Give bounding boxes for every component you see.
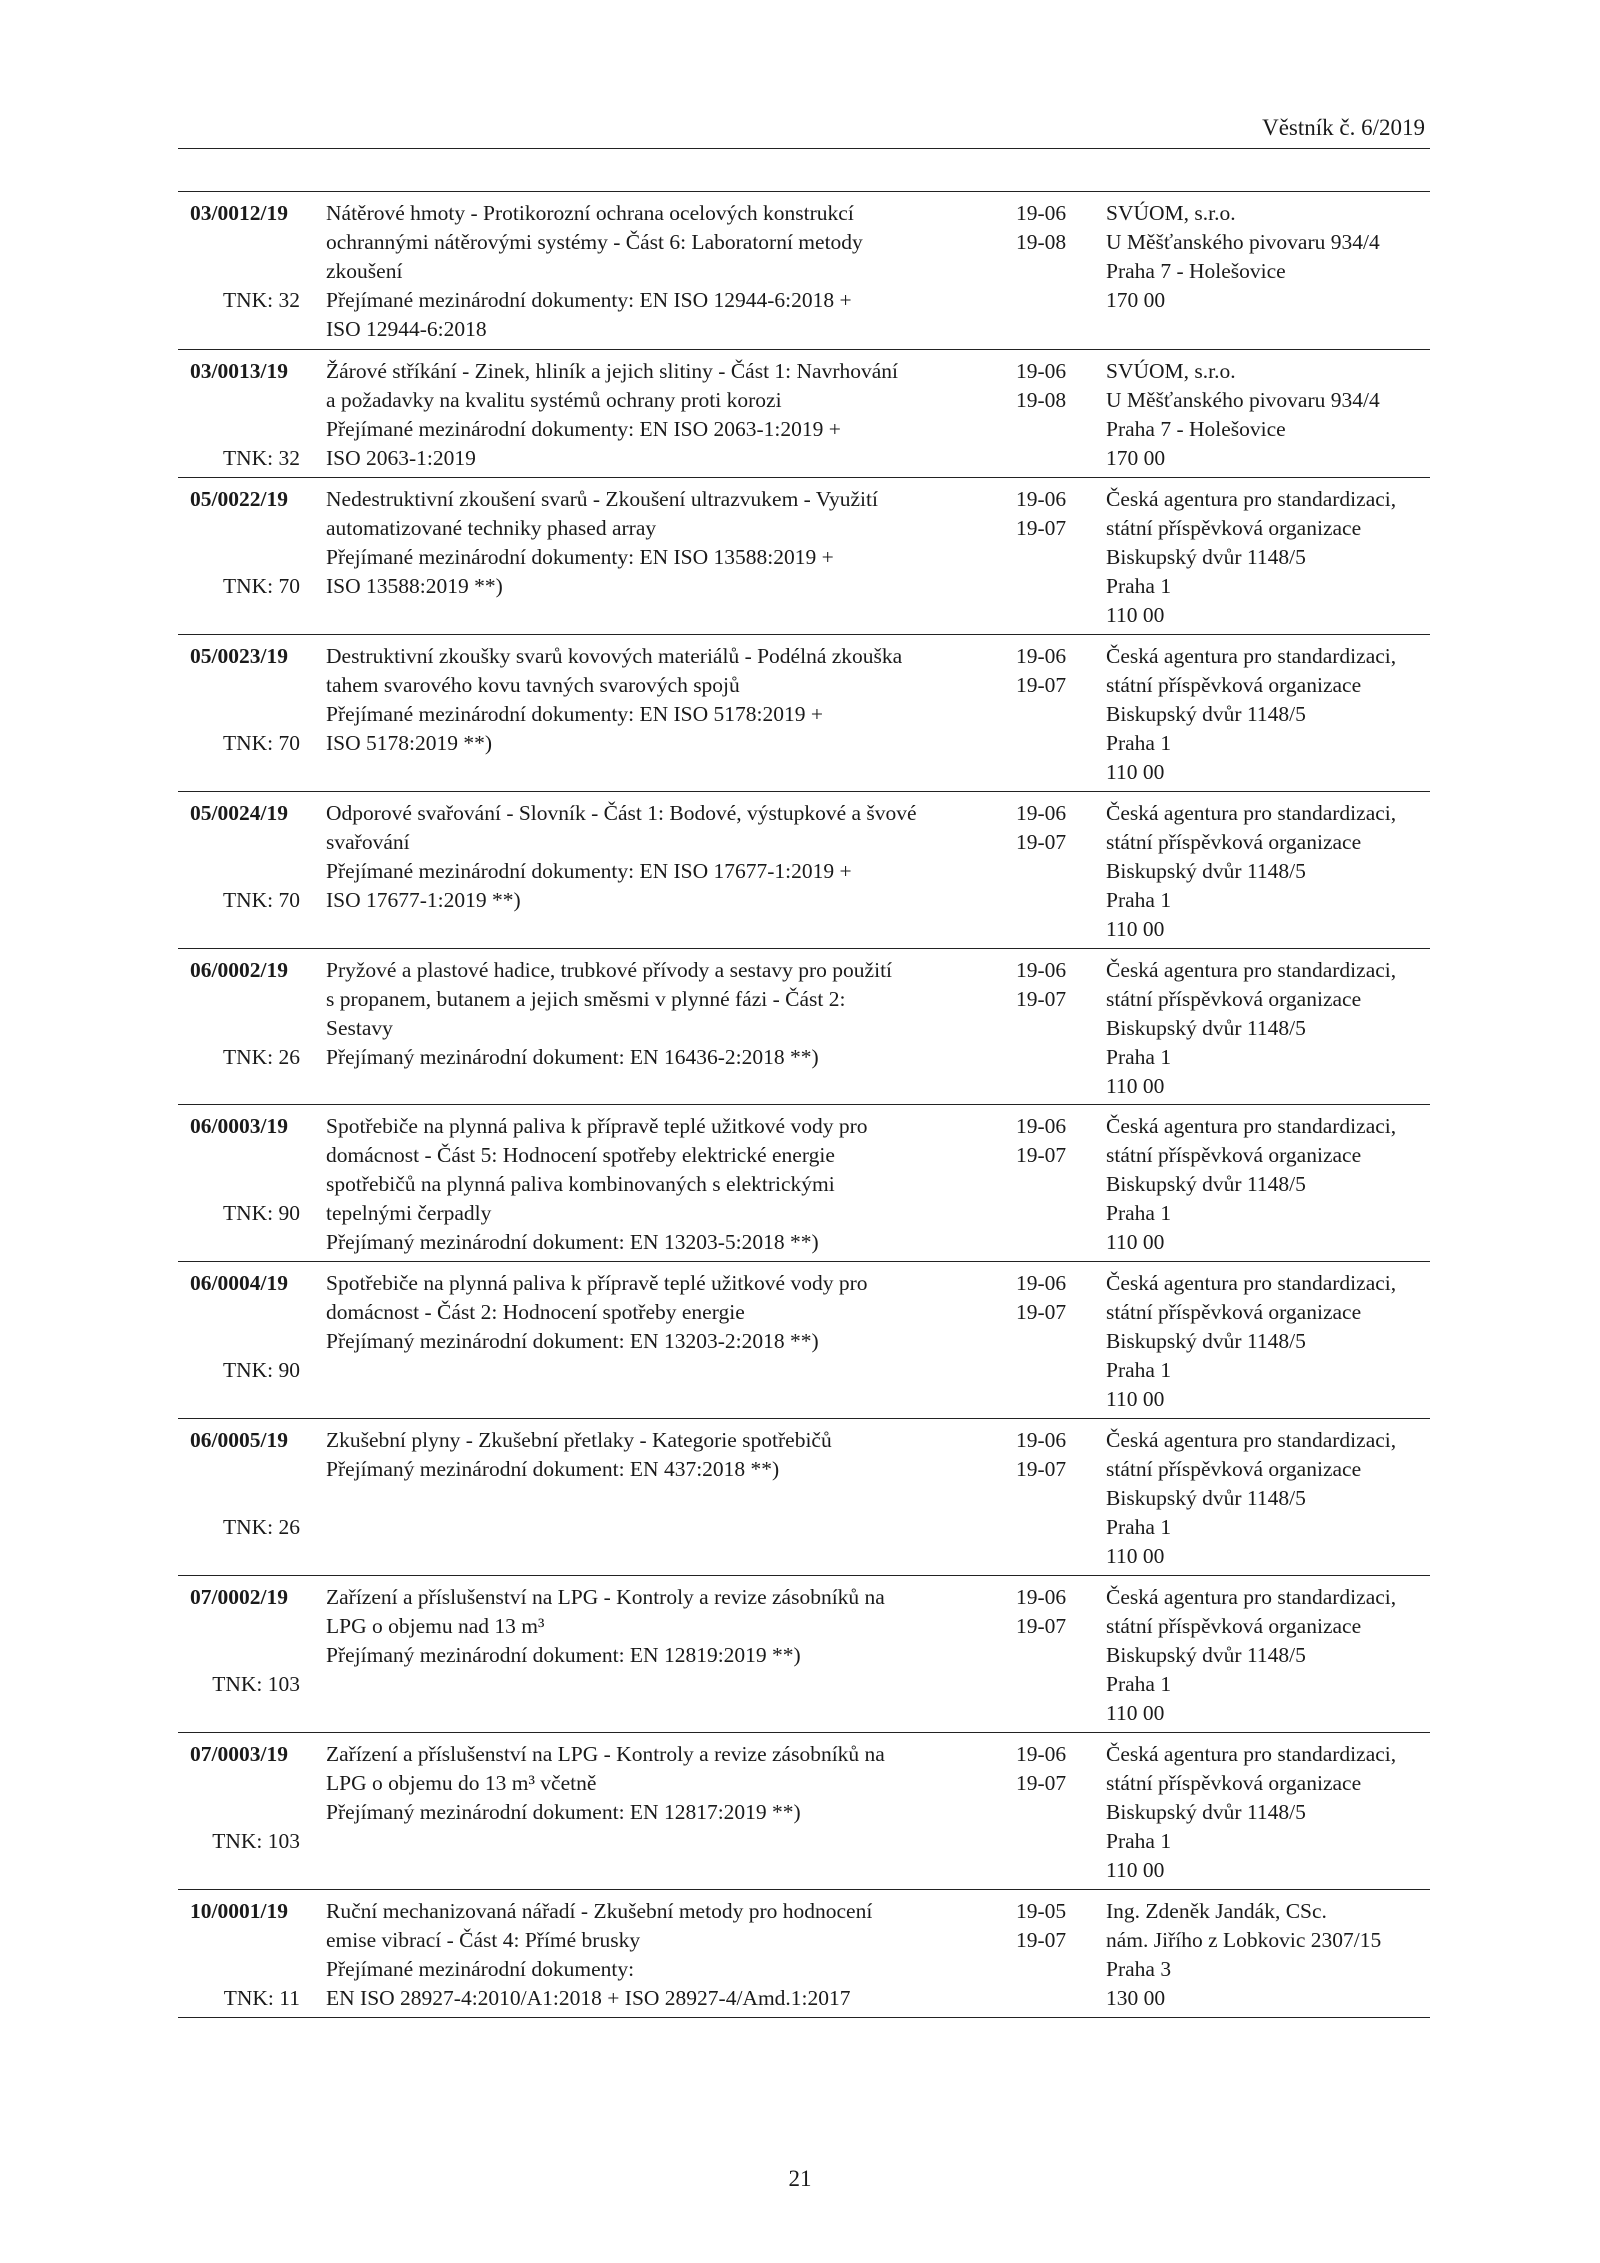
entry-tnk: TNK: 26 xyxy=(222,1515,300,1539)
entry-dates-line: 19-08 xyxy=(1016,230,1067,254)
entry-dates-line: 19-07 xyxy=(1016,673,1067,697)
entry-description-line: s propanem, butanem a jejich směsmi v plynné fázi - Část 2: xyxy=(326,987,846,1011)
entry-dates xyxy=(1016,1269,1066,1327)
entry-organization-line: Česká agentura pro standardizaci, xyxy=(1106,487,1397,511)
entry-description-line: Přejímané mezinárodní dokumenty: EN ISO 13588:2019 + xyxy=(326,545,834,569)
entry-dates xyxy=(1016,1426,1066,1484)
entry-description-line: Spotřebiče na plynná paliva k přípravě teplé užitkové vody pro xyxy=(326,1271,868,1295)
entry-organization-line: Česká agentura pro standardizaci, xyxy=(1106,801,1397,825)
entry-tnk: TNK: 70 xyxy=(222,574,300,598)
entry-description xyxy=(326,357,1006,473)
entry-tnk: TNK: 70 xyxy=(222,731,300,755)
entry-dates xyxy=(1016,485,1066,543)
entry-organization-line: Biskupský dvůr 1148/5 xyxy=(1106,545,1306,569)
entry-organization-line: 110 00 xyxy=(1106,1544,1165,1568)
entry-dates-line: 19-08 xyxy=(1016,388,1067,412)
entry-tnk: TNK: 90 xyxy=(222,1201,300,1225)
entry-description-line: Sestavy xyxy=(326,1016,393,1040)
entry-organization-line: 110 00 xyxy=(1106,917,1165,941)
entry-organization-line: Biskupský dvůr 1148/5 xyxy=(1106,1486,1306,1510)
standards-table xyxy=(178,191,1430,2018)
entry-dates-line: 19-07 xyxy=(1016,1771,1067,1795)
table-row xyxy=(178,1890,1430,2018)
entry-description xyxy=(326,799,1006,915)
entry-organization-line: SVÚOM, s.r.o. xyxy=(1106,201,1236,225)
table-row xyxy=(178,1733,1430,1890)
entry-organization-line: Praha 1 xyxy=(1106,574,1172,598)
entry-organization-line: Česká agentura pro standardizaci, xyxy=(1106,644,1397,668)
page-number: 21 xyxy=(788,2166,812,2191)
entry-number: 06/0005/19 xyxy=(190,1428,288,1452)
entry-number: 06/0004/19 xyxy=(190,1271,288,1295)
entry-organization xyxy=(1106,799,1396,944)
entry-organization-line: Biskupský dvůr 1148/5 xyxy=(1106,1329,1306,1353)
entry-dates-line: 19-07 xyxy=(1016,830,1067,854)
table-row xyxy=(178,949,1430,1105)
entry-organization-line: Praha 1 xyxy=(1106,1045,1172,1069)
entry-organization-line: Česká agentura pro standardizaci, xyxy=(1106,1742,1397,1766)
entry-description-line: Přejímané mezinárodní dokumenty: xyxy=(326,1957,635,1981)
entry-dates-line: 19-06 xyxy=(1016,801,1067,825)
entry-organization-line: U Měšťanského pivovaru 934/4 xyxy=(1106,230,1380,254)
entry-description-line: LPG o objemu nad 13 m³ xyxy=(326,1614,545,1638)
entry-dates-line: 19-06 xyxy=(1016,1114,1067,1138)
table-row xyxy=(178,792,1430,949)
entry-number: 05/0024/19 xyxy=(190,801,288,825)
entry-description xyxy=(326,1112,1006,1257)
entry-dates-line: 19-06 xyxy=(1016,958,1067,982)
entry-description-line: Přejímaný mezinárodní dokument: EN 13203-5:2018 **) xyxy=(326,1230,819,1254)
entry-number: 03/0013/19 xyxy=(190,359,288,383)
entry-organization xyxy=(1106,1112,1396,1257)
entry-dates xyxy=(1016,199,1066,257)
entry-dates-line: 19-06 xyxy=(1016,1428,1067,1452)
entry-description xyxy=(326,1897,1006,2013)
entry-dates xyxy=(1016,642,1066,700)
entry-tnk: TNK: 90 xyxy=(222,1358,300,1382)
entry-organization xyxy=(1106,357,1380,473)
entry-description-line: Žárové stříkání - Zinek, hliník a jejich slitiny - Část 1: Navrhování xyxy=(326,359,899,383)
entry-description-line: Zařízení a příslušenství na LPG - Kontroly a revize zásobníků na xyxy=(326,1585,885,1609)
entry-description-line: domácnost - Část 5: Hodnocení spotřeby elektrické energie xyxy=(326,1143,835,1167)
entry-organization-line: Biskupský dvůr 1148/5 xyxy=(1106,1643,1306,1667)
entry-organization-line: Praha 3 xyxy=(1106,1957,1172,1981)
table-row xyxy=(178,192,1430,350)
entry-tnk: TNK: 103 xyxy=(212,1829,300,1853)
table-row xyxy=(178,1262,1430,1419)
entry-description-line: Přejímaný mezinárodní dokument: EN 437:2018 **) xyxy=(326,1457,780,1481)
entry-organization-line: 110 00 xyxy=(1106,1230,1165,1254)
entry-organization-line: 110 00 xyxy=(1106,1701,1165,1725)
entry-dates xyxy=(1016,1897,1066,1955)
entry-description-line: Nedestruktivní zkoušení svarů - Zkoušení ultrazvukem - Využití xyxy=(326,487,878,511)
table-row xyxy=(178,635,1430,792)
entry-organization-line: státní příspěvková organizace xyxy=(1106,1143,1362,1167)
table-row xyxy=(178,1576,1430,1733)
entry-description-line: Pryžové a plastové hadice, trubkové přívody a sestavy pro použití xyxy=(326,958,893,982)
entry-organization-line: státní příspěvková organizace xyxy=(1106,673,1362,697)
entry-organization-line: 170 00 xyxy=(1106,446,1166,470)
entry-description-line: spotřebičů na plynná paliva kombinovaných s elektrickými xyxy=(326,1172,835,1196)
entry-number: 06/0002/19 xyxy=(190,958,288,982)
entry-organization-line: státní příspěvková organizace xyxy=(1106,1457,1362,1481)
entry-description-line: Zkušební plyny - Zkušební přetlaky - Kategorie spotřebičů xyxy=(326,1428,832,1452)
entry-description-line: Přejímané mezinárodní dokumenty: EN ISO 2063-1:2019 + xyxy=(326,417,841,441)
entry-organization-line: SVÚOM, s.r.o. xyxy=(1106,359,1236,383)
entry-description-line: Spotřebiče na plynná paliva k přípravě teplé užitkové vody pro xyxy=(326,1114,868,1138)
entry-description xyxy=(326,956,1006,1072)
entry-organization-line: Biskupský dvůr 1148/5 xyxy=(1106,1800,1306,1824)
entry-number: 05/0022/19 xyxy=(190,487,288,511)
entry-organization-line: státní příspěvková organizace xyxy=(1106,1300,1362,1324)
entry-description-line: ISO 12944-6:2018 xyxy=(326,317,487,341)
entry-organization-line: Biskupský dvůr 1148/5 xyxy=(1106,1172,1306,1196)
entry-organization-line: 110 00 xyxy=(1106,1387,1165,1411)
entry-dates xyxy=(1016,799,1066,857)
entry-organization-line: Praha 1 xyxy=(1106,1829,1172,1853)
entry-tnk: TNK: 103 xyxy=(212,1672,300,1696)
entry-description-line: Přejímaný mezinárodní dokument: EN 13203-2:2018 **) xyxy=(326,1329,819,1353)
table-row xyxy=(178,1419,1430,1576)
entry-tnk: TNK: 26 xyxy=(222,1045,300,1069)
entry-description-line: Destruktivní zkoušky svarů kovových materiálů - Podélná zkouška xyxy=(326,644,903,668)
entry-organization-line: státní příspěvková organizace xyxy=(1106,987,1362,1011)
entry-dates-line: 19-06 xyxy=(1016,487,1067,511)
entry-description-line: Přejímaný mezinárodní dokument: EN 12817:2019 **) xyxy=(326,1800,801,1824)
entry-organization xyxy=(1106,1269,1396,1414)
entry-organization-line: U Měšťanského pivovaru 934/4 xyxy=(1106,388,1380,412)
entry-description-line: Přejímané mezinárodní dokumenty: EN ISO 17677-1:2019 + xyxy=(326,859,852,883)
entry-dates-line: 19-07 xyxy=(1016,1614,1067,1638)
entry-organization xyxy=(1106,1740,1396,1885)
entry-description-line: Zařízení a příslušenství na LPG - Kontroly a revize zásobníků na xyxy=(326,1742,885,1766)
entry-dates-line: 19-07 xyxy=(1016,1143,1067,1167)
entry-description-line: Odporové svařování - Slovník - Část 1: Bodové, výstupkové a švové xyxy=(326,801,917,825)
entry-number: 05/0023/19 xyxy=(190,644,288,668)
entry-description-line: ochrannými nátěrovými systémy - Část 6: Laboratorní metody xyxy=(326,230,863,254)
entry-organization-line: 110 00 xyxy=(1106,760,1165,784)
entry-organization xyxy=(1106,642,1396,787)
entry-dates xyxy=(1016,1740,1066,1798)
entry-organization-line: Praha 7 - Holešovice xyxy=(1106,259,1286,283)
entry-organization-line: státní příspěvková organizace xyxy=(1106,1771,1362,1795)
entry-organization-line: nám. Jiřího z Lobkovic 2307/15 xyxy=(1106,1928,1382,1952)
entry-number: 03/0012/19 xyxy=(190,201,288,225)
entry-organization-line: Česká agentura pro standardizaci, xyxy=(1106,958,1397,982)
entry-dates xyxy=(1016,1112,1066,1170)
entry-description-line: tahem svarového kovu tavných svarových spojů xyxy=(326,673,740,697)
entry-organization-line: 170 00 xyxy=(1106,288,1166,312)
entry-description-line: Přejímané mezinárodní dokumenty: EN ISO 5178:2019 + xyxy=(326,702,823,726)
entry-description-line: EN ISO 28927-4:2010/A1:2018 + ISO 28927-4/Amd.1:2017 xyxy=(326,1986,851,2010)
entry-dates-line: 19-07 xyxy=(1016,516,1067,540)
entry-description-line: ISO 13588:2019 **) xyxy=(326,574,503,598)
entry-description xyxy=(326,199,1006,344)
entry-description-line: emise vibrací - Část 4: Přímé brusky xyxy=(326,1928,641,1952)
entry-organization-line: Praha 1 xyxy=(1106,888,1172,912)
entry-dates-line: 19-06 xyxy=(1016,644,1067,668)
entry-organization xyxy=(1106,199,1380,315)
entry-description-line: Nátěrové hmoty - Protikorozní ochrana ocelových konstrukcí xyxy=(326,201,854,225)
entry-dates-line: 19-07 xyxy=(1016,1928,1067,1952)
entry-description-line: Přejímané mezinárodní dokumenty: EN ISO 12944-6:2018 + xyxy=(326,288,852,312)
entry-description-line: ISO 5178:2019 **) xyxy=(326,731,493,755)
entry-dates-line: 19-06 xyxy=(1016,1271,1067,1295)
entry-organization-line: 110 00 xyxy=(1106,1074,1165,1098)
table-row xyxy=(178,478,1430,635)
entry-organization-line: Biskupský dvůr 1148/5 xyxy=(1106,702,1306,726)
entry-organization-line: Praha 1 xyxy=(1106,1358,1172,1382)
entry-organization-line: státní příspěvková organizace xyxy=(1106,830,1362,854)
entry-organization-line: Ing. Zdeněk Jandák, CSc. xyxy=(1106,1899,1327,1923)
entry-tnk: TNK: 32 xyxy=(222,288,300,312)
entry-description xyxy=(326,1269,1006,1356)
entry-organization-line: Praha 7 - Holešovice xyxy=(1106,417,1286,441)
entry-dates-line: 19-07 xyxy=(1016,987,1067,1011)
entry-description xyxy=(326,485,1006,601)
entry-dates-line: 19-06 xyxy=(1016,1742,1067,1766)
entry-description-line: Přejímaný mezinárodní dokument: EN 12819:2019 **) xyxy=(326,1643,801,1667)
entry-organization-line: Česká agentura pro standardizaci, xyxy=(1106,1114,1397,1138)
entry-number: 10/0001/19 xyxy=(190,1899,288,1923)
entry-tnk: TNK: 70 xyxy=(222,888,300,912)
entry-number: 07/0003/19 xyxy=(190,1742,288,1766)
entry-organization-line: Česká agentura pro standardizaci, xyxy=(1106,1428,1397,1452)
entry-organization xyxy=(1106,1426,1396,1571)
entry-dates xyxy=(1016,956,1066,1014)
entry-description-line: LPG o objemu do 13 m³ včetně xyxy=(326,1771,597,1795)
publication-title: Věstník č. 6/2019 xyxy=(1262,115,1425,140)
table-row xyxy=(178,1105,1430,1262)
entry-description-line: Ruční mechanizovaná nářadí - Zkušební metody pro hodnocení xyxy=(326,1899,873,1923)
entry-description-line: svařování xyxy=(326,830,410,854)
entry-description-line: Přejímaný mezinárodní dokument: EN 16436-2:2018 **) xyxy=(326,1045,819,1069)
entry-tnk: TNK: 32 xyxy=(222,446,300,470)
entry-description-line: tepelnými čerpadly xyxy=(326,1201,492,1225)
entry-dates-line: 19-06 xyxy=(1016,359,1067,383)
entry-organization-line: Praha 1 xyxy=(1106,1201,1172,1225)
entry-organization-line: Česká agentura pro standardizaci, xyxy=(1106,1585,1397,1609)
entry-organization-line: Biskupský dvůr 1148/5 xyxy=(1106,859,1306,883)
entry-description xyxy=(326,1583,1006,1670)
table-row xyxy=(178,350,1430,478)
entry-organization-line: Praha 1 xyxy=(1106,1515,1172,1539)
entry-description xyxy=(326,642,1006,758)
entry-dates-line: 19-07 xyxy=(1016,1457,1067,1481)
entry-organization-line: Česká agentura pro standardizaci, xyxy=(1106,1271,1397,1295)
entry-description-line: ISO 2063-1:2019 xyxy=(326,446,476,470)
entry-dates-line: 19-07 xyxy=(1016,1300,1067,1324)
entry-organization xyxy=(1106,485,1396,630)
entry-organization-line: státní příspěvková organizace xyxy=(1106,516,1362,540)
entry-organization xyxy=(1106,1897,1381,2013)
entry-organization-line: 110 00 xyxy=(1106,603,1165,627)
entry-dates-line: 19-06 xyxy=(1016,201,1067,225)
entry-organization-line: státní příspěvková organizace xyxy=(1106,1614,1362,1638)
entry-description-line: a požadavky na kvalitu systémů ochrany proti korozi xyxy=(326,388,782,412)
entry-dates xyxy=(1016,1583,1066,1641)
header-rule xyxy=(178,148,1430,149)
entry-organization-line: 130 00 xyxy=(1106,1986,1166,2010)
entry-organization-line: 110 00 xyxy=(1106,1858,1165,1882)
entry-dates-line: 19-05 xyxy=(1016,1899,1067,1923)
entry-organization-line: Biskupský dvůr 1148/5 xyxy=(1106,1016,1306,1040)
entry-tnk: TNK: 11 xyxy=(223,1986,300,2010)
entry-description-line: ISO 17677-1:2019 **) xyxy=(326,888,521,912)
entry-number: 06/0003/19 xyxy=(190,1114,288,1138)
entry-description-line: zkoušení xyxy=(326,259,403,283)
entry-organization xyxy=(1106,1583,1396,1728)
entry-description-line: domácnost - Část 2: Hodnocení spotřeby energie xyxy=(326,1300,745,1324)
entry-organization-line: Praha 1 xyxy=(1106,731,1172,755)
entry-organization xyxy=(1106,956,1396,1101)
entry-description xyxy=(326,1740,1006,1827)
entry-organization-line: Praha 1 xyxy=(1106,1672,1172,1696)
entry-dates-line: 19-06 xyxy=(1016,1585,1067,1609)
entry-description xyxy=(326,1426,1006,1484)
entry-dates xyxy=(1016,357,1066,415)
entry-description-line: automatizované techniky phased array xyxy=(326,516,657,540)
entry-number: 07/0002/19 xyxy=(190,1585,288,1609)
